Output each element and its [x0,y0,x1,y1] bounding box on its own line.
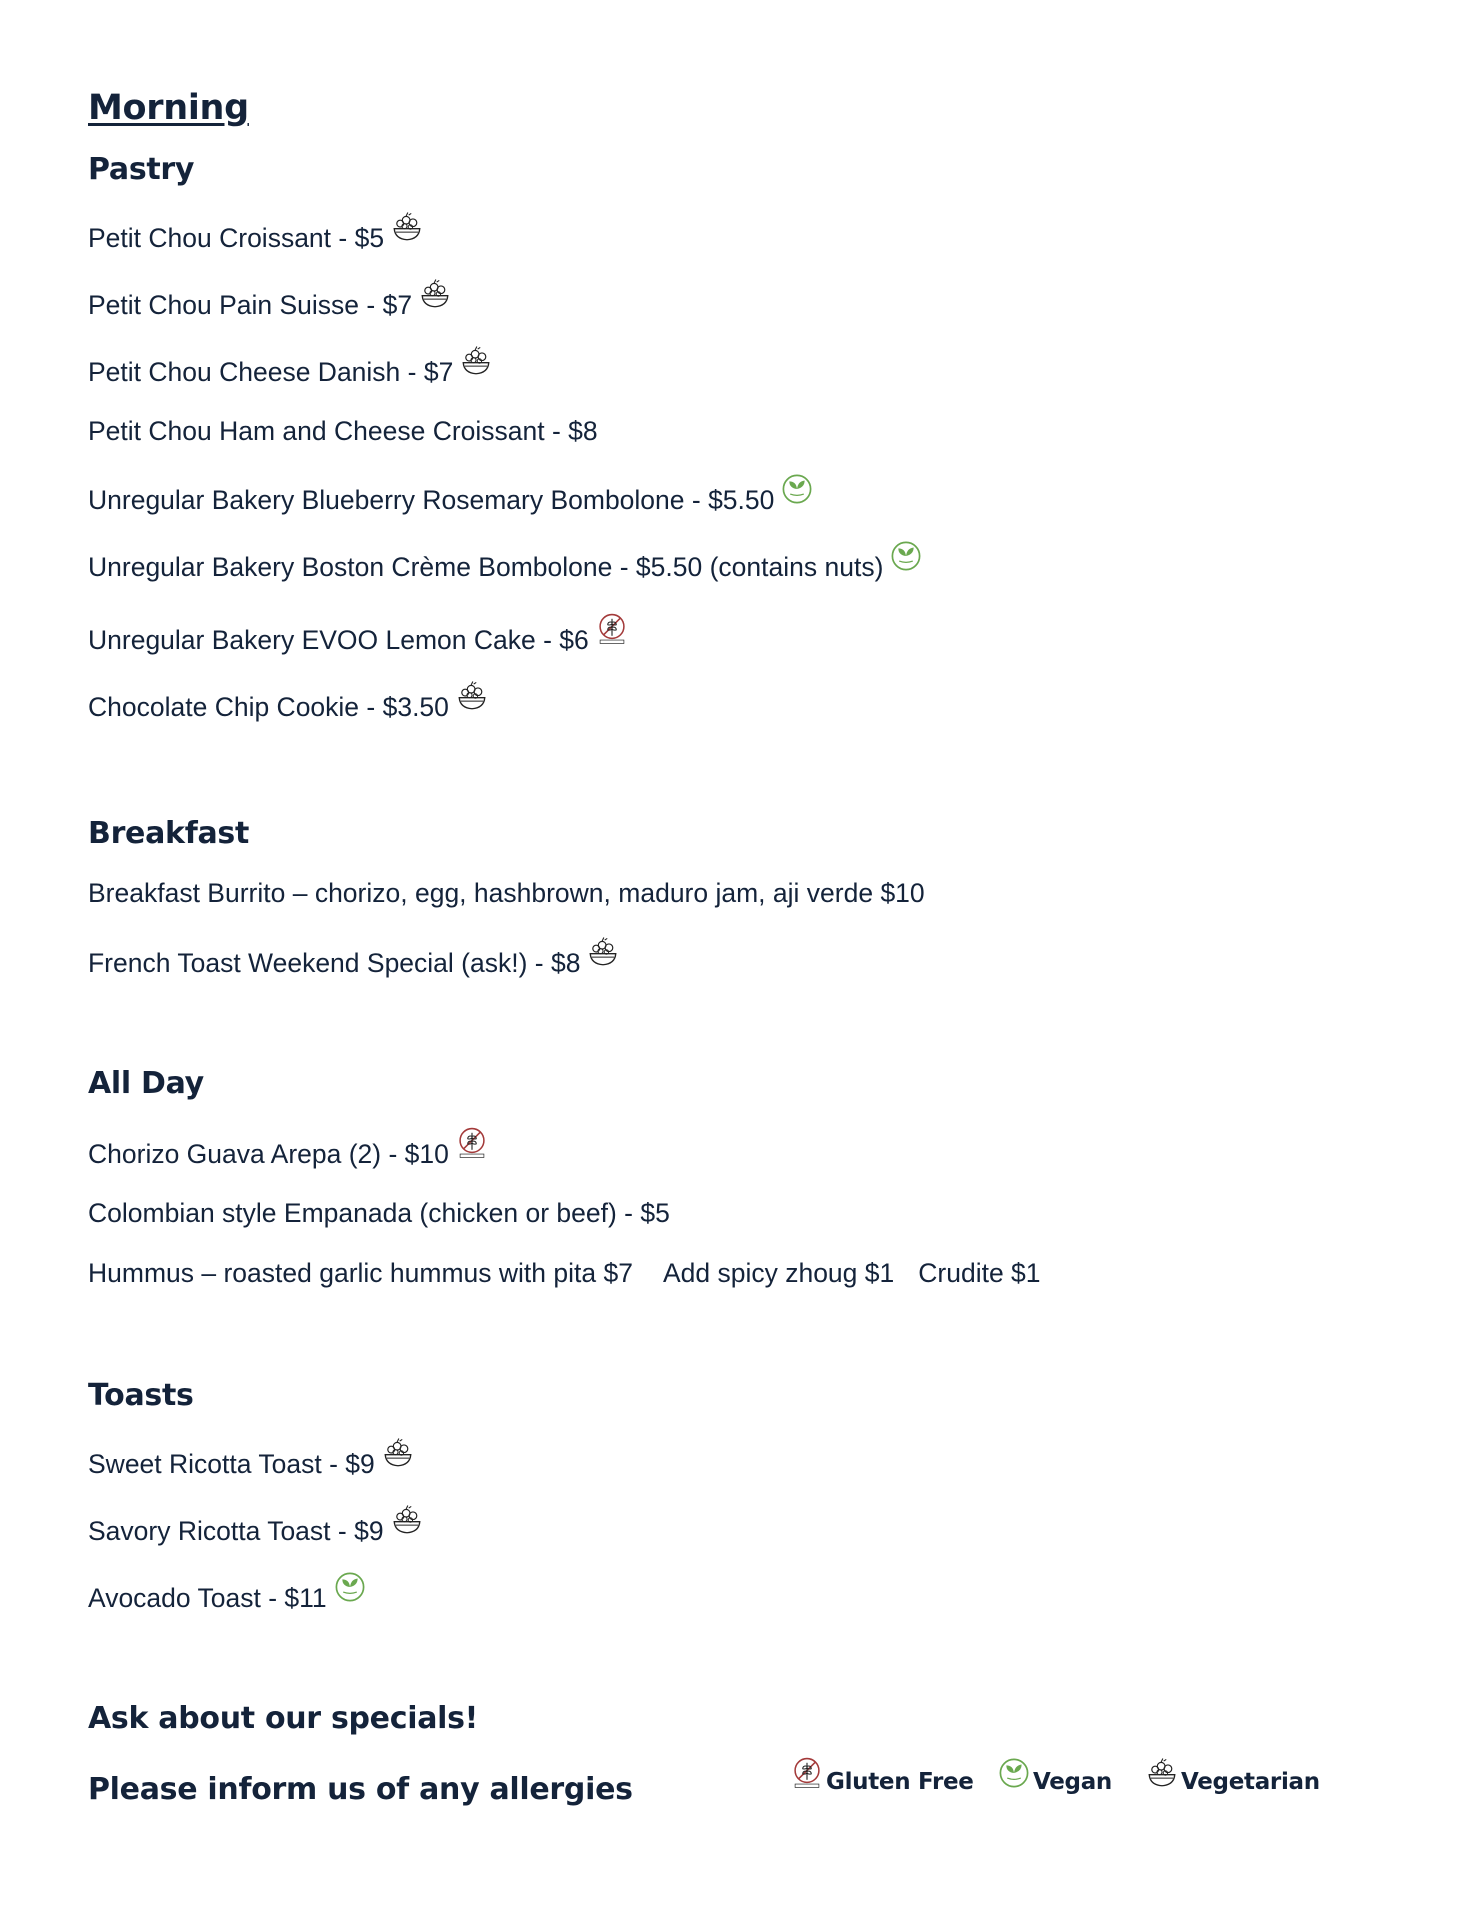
menu-item [88,1197,670,1229]
gluten-free-icon [455,1126,489,1160]
menu-item [88,945,620,979]
menu-item-text: Petit Chou Cheese Danish - $7 [88,357,454,387]
page-title: Morning [88,88,249,128]
menu-item [88,549,923,583]
section-title-all-day: All Day [88,1066,204,1101]
menu-item [88,1580,367,1614]
menu-item-text: Colombian style Empanada (chicken or beef) - $5 [88,1198,670,1228]
menu-item [88,354,493,388]
legend-vegetarian [1145,1762,1320,1796]
menu-item-text: Sweet Ricotta Toast - $9 [88,1449,375,1479]
menu-item [88,877,925,909]
allergy-note: Please inform us of any allergies [88,1772,633,1807]
section-title-pastry: Pastry [88,152,195,187]
legend-label: Vegan [1033,1769,1113,1795]
section-title-toasts: Toasts [88,1378,194,1413]
menu-item-text: Savory Ricotta Toast - $9 [88,1516,384,1546]
menu-item-text: Unregular Bakery Blueberry Rosemary Bombolone - $5.50 [88,485,775,515]
vegetarian-icon [459,344,493,378]
gluten-free-icon [790,1756,824,1790]
menu-item-text: Chocolate Chip Cookie - $3.50 [88,692,449,722]
menu-item [88,287,452,321]
menu-item-text: Hummus – roasted garlic hummus with pita $7 [88,1258,633,1288]
legend-gluten-free [790,1762,974,1796]
vegetarian-icon [586,935,620,969]
menu-item [88,1446,415,1480]
vegan-icon [997,1756,1031,1790]
vegan-icon [333,1570,367,1604]
menu-item-text: Avocado Toast - $11 [88,1583,327,1613]
menu-item [88,689,489,723]
menu-item-text: Breakfast Burrito – chorizo, egg, hashbrown, maduro jam, aji verde $10 [88,878,925,908]
menu-item-text: Chorizo Guava Arepa (2) - $10 [88,1139,449,1169]
section-title-breakfast: Breakfast [88,816,249,851]
vegetarian-icon [418,277,452,311]
legend-label: Gluten Free [826,1769,974,1795]
menu-item-text: French Toast Weekend Special (ask!) - $8 [88,948,581,978]
menu-item [88,1136,489,1170]
specials-note: Ask about our specials! [88,1701,479,1736]
menu-item-text: Unregular Bakery Boston Crème Bombolone - $5.50 (contains nuts) [88,552,884,582]
menu-item-text: Petit Chou Pain Suisse - $7 [88,290,413,320]
menu-item-text: Petit Chou Ham and Cheese Croissant - $8 [88,416,598,446]
menu-item [88,1513,424,1547]
vegetarian-icon [390,1503,424,1537]
vegetarian-icon [455,679,489,713]
menu-item [88,622,629,656]
vegan-icon [889,539,923,573]
gluten-free-icon [595,612,629,646]
menu-item [88,482,814,516]
vegetarian-icon [390,210,424,244]
menu-item-addon: Crudite $1 [918,1258,1041,1288]
menu-item [88,220,424,254]
vegan-icon [780,472,814,506]
legend-vegan [997,1762,1112,1796]
vegetarian-icon [381,1436,415,1470]
menu-item [88,1257,1041,1289]
legend-label: Vegetarian [1181,1769,1320,1795]
menu-item-text: Unregular Bakery EVOO Lemon Cake - $6 [88,625,589,655]
menu-item-addon: Add spicy zhoug $1 [662,1258,895,1288]
menu-item-text: Petit Chou Croissant - $5 [88,223,385,253]
menu-item [88,415,598,447]
vegetarian-icon [1145,1756,1179,1790]
